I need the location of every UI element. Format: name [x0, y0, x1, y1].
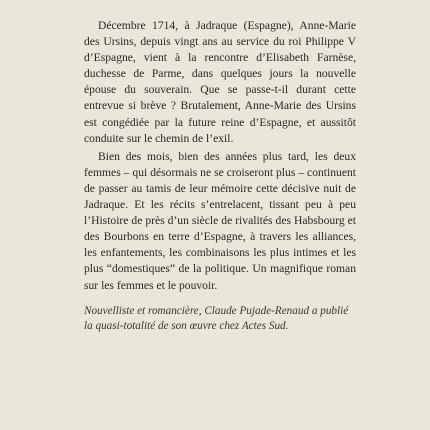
- blurb-paragraph-1: Décembre 1714, à Jadraque (Espagne), Anne-Marie des Ursins, depuis vingt ans au service du roi Philippe V d’Espagne, vient à la rencontre d’Elisabeth Farnèse, duchesse de Parme, dans quelques jours la nouvelle épouse du souverain. Que se passe-t-il durant cette entrevue si brève ? Brutalement, Anne-Marie des Ursins est congédiée par la future reine d’Espagne, et aussitôt conduite sur le chemin de l’exil.: [84, 19, 356, 145]
- author-note: Nouvelliste et romancière, Claude Pujade-Renaud a publié la quasi-totalité de son œuvre chez Actes Sud.: [84, 304, 349, 332]
- blurb-paragraph-2: Bien des mois, bien des années plus tard, les deux femmes – qui désormais ne se croiseront plus – continuent de passer au tamis de leur mémoire cette décisive nuit de Jadraque. Et les récits s’entrelacent, tissant peu à peu l’Histoire de près d’un siècle de rivalités des Habsbourg et des Bourbons en terre d’Espagne, à travers les alliances, les enfantements, les combinaisons les plus intimes et les plus “domestiques” de la politique. Un magnifique roman sur les femmes et le pouvoir.: [84, 149, 356, 292]
- blurb-text: [84, 18, 356, 336]
